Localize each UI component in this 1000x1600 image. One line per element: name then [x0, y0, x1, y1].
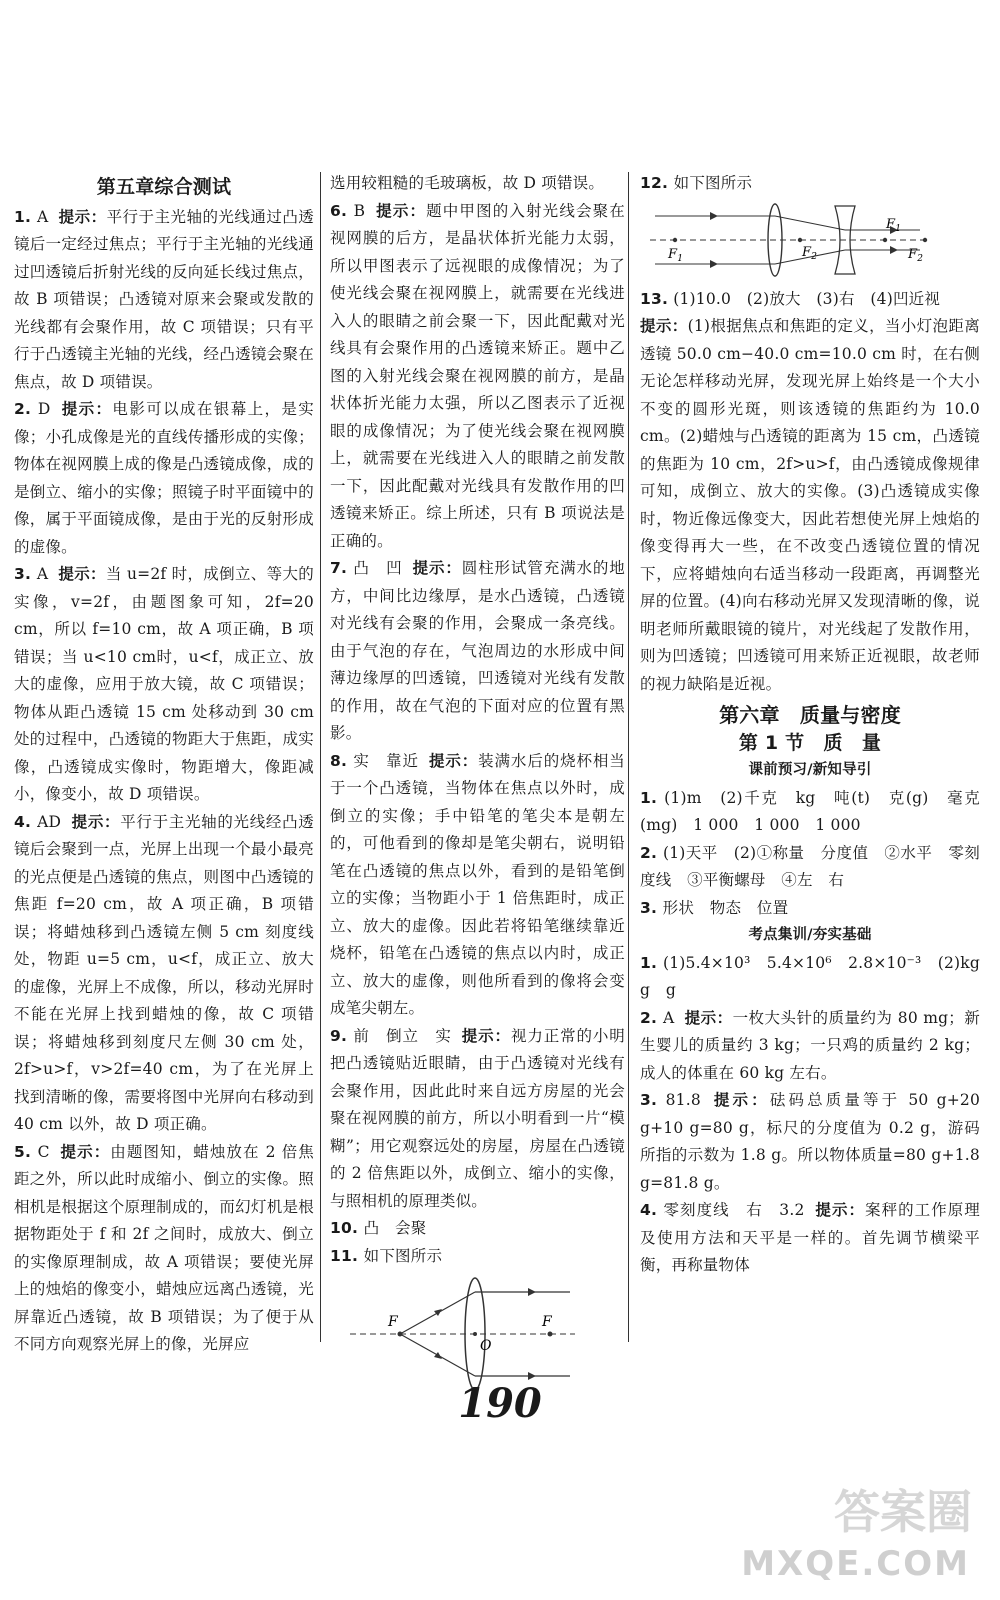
item-answer: A: [662, 1008, 675, 1027]
item-tip-label: 提示：: [412, 559, 462, 577]
item-text: 视力正常的小明把凸透镜贴近眼睛，由于凸透镜对光线有会聚作用，因此此时来自远方房屋的光会聚在视网膜的前方，所以小明看到一片“模糊”；用它观察远处的房屋，房屋在凸透镜的 2 倍焦距以外，成倒立、缩小的实像，与照相机的原理类似。: [330, 1026, 626, 1210]
item-text: 由题图知，蜡烛放在 2 倍焦距之外，所以此时成缩小、倒立的实像。照相机是根据这个原理制成的，而幻灯机是根据物距处于 f 和 2f 之间时，成放大、倒立的实像原理制成，故 A 项错误；要使光屏上的烛焰的像变小，蜡烛应远离凸透镜，光屏靠近凸透镜，故 B 项错误；为了便于从不同方向观察光屏上的像，光屏应: [14, 1142, 314, 1353]
svg-text:F1: $F_1$: [668, 246, 684, 264]
item-tip-label: 提示：: [428, 751, 479, 770]
item-tip-label: 提示：: [461, 1026, 511, 1045]
item-number: 3.: [640, 1091, 666, 1109]
label-f-right: F: [542, 1314, 552, 1330]
preview-items: [640, 785, 980, 923]
arrow-12-b: [710, 260, 718, 268]
item-number: 10.: [330, 1219, 364, 1237]
item-text: 一枚大头针的质量约为 80 mg；新生婴儿的质量约 3 kg；一只鸡的质量约 2 kg；成人的体重在 60 kg 左右。: [640, 1008, 980, 1082]
column-divider-2: [628, 172, 629, 1342]
item-text: (1)5.4×10³ 5.4×10⁶ 2.8×10⁻³ (2)kg g g: [640, 953, 996, 999]
item-number: 1.: [640, 788, 665, 807]
watermark-logo: 答案圈: [834, 1485, 972, 1539]
preview-item: [640, 895, 980, 923]
basic-items: [640, 950, 996, 1280]
item-tip-label: 提示：: [58, 565, 106, 583]
item-text: 案秤的工作原理及使用方法和天平是一样的。首先调节横梁平衡，再称量物体: [640, 1201, 980, 1274]
item-answer: 实 靠近: [353, 751, 419, 770]
item-number: 8.: [330, 751, 354, 770]
col2-item: [330, 1243, 625, 1271]
item-text: 形状 物态 位置: [662, 898, 789, 917]
item-answer: 零刻度线 右 3.2: [663, 1201, 805, 1219]
focus-right: [548, 1332, 553, 1337]
col1-item: [14, 809, 314, 1139]
item-answer: 凸 会聚: [363, 1219, 427, 1237]
item-tip-label: 提示：: [814, 1201, 866, 1219]
item-number: 4.: [640, 1201, 664, 1219]
item-number: 2.: [640, 1008, 663, 1027]
item-tip-label: 提示：: [60, 400, 113, 418]
figure-11-convex-lens: [330, 1272, 590, 1392]
focus-left: [398, 1332, 403, 1337]
item-text: 当 u=2f 时，成倒立、等大的实像，v=2f，由题图象可知，2f=20 cm，所以 f=10 cm，故 A 项正确，B 项错误；当 u<10 cm时，u<f，成正立、放大的虚像，应用于放大镜，故 C 项错误；物体从距凸透镜 15 cm 处移动到 30 cm 处的过程中，凸透镜的物距大于焦距，成实像，凸透镜成实像时，物距增大，像距减小，像变小，故 D 项错误。: [14, 565, 315, 803]
column-1-items: [14, 204, 314, 1359]
basic-item: [640, 1005, 980, 1088]
item-answer: C: [37, 1142, 50, 1161]
arrow-upper: [528, 1288, 536, 1296]
focus-f2-mid: [798, 237, 802, 241]
item-number: 6.: [330, 201, 354, 220]
page-number: 190: [458, 1380, 542, 1427]
col1-item: [14, 204, 314, 397]
item-answer: A: [36, 565, 49, 583]
continuation-text: 选用较粗糙的毛玻璃板，故 D 项错误。: [330, 174, 605, 192]
item-text: 平行于主光轴的光线通过凸透镜后一定经过焦点；平行于主光轴的光线通过凹透镜后折射光线的反向延长线过焦点，故 B 项错误；凸透镜对原来会聚或发散的光线都有会聚作用，故 C 项错误；只有平行于凸透镜主光轴的光线，经凸透镜会聚在焦点，故 D 项错误。: [14, 207, 314, 391]
basic-item: [640, 950, 996, 1005]
item-tip-label: 提示：: [58, 207, 107, 226]
col2-item: [330, 555, 625, 748]
test-title: 第五章综合测试: [96, 176, 232, 198]
item-text: 电影可以成在银幕上，是实像；小孔成像是光的直线传播形成的实像；物体在视网膜上成的像是凸透镜成像，成的是倒立、缩小的实像；照镜子时平面镜中的像，属于平面镜成像，是由于光的反射形成的虚像。: [14, 400, 315, 556]
focus-f1-left: [673, 237, 677, 241]
item-answer: AD: [37, 812, 62, 831]
column-divider-1: [320, 172, 321, 1342]
item-answer: 前 倒立 实: [353, 1026, 452, 1045]
arrow-lower: [528, 1372, 536, 1380]
item-tip-label: 提示：: [684, 1008, 733, 1027]
item-number: 3.: [640, 898, 663, 917]
basic-item: [640, 1197, 980, 1280]
col2-item: [330, 1215, 625, 1243]
item-answer: D: [37, 400, 51, 418]
item-text: 圆柱形试管充满水的地方，中间比边缘厚，是水凸透镜，凸透镜对光线有会聚的作用，会聚成一条亮线。由于气泡的存在，气泡周边的水形成中间薄边缘厚的凹透镜，凹透镜对光线有发散的作用，故在气泡的下面对应的位置有黑影。: [330, 559, 625, 742]
item-number: 7.: [330, 559, 354, 577]
item-text: 如下图所示: [363, 1246, 443, 1265]
item-answer: A: [36, 207, 49, 226]
item-tip-label: 提示：: [710, 1091, 770, 1109]
watermark-site: MXQE.COM: [741, 1544, 970, 1584]
ray-conv-top: [775, 216, 845, 230]
chapter-6-title: 第六章 质量与密度: [719, 703, 901, 727]
preview-subtitle: 课前预习/新知导引: [748, 762, 872, 778]
arrow-12-a: [710, 212, 718, 220]
optical-center: [473, 1332, 477, 1336]
item-text: 如下图所示: [673, 174, 753, 192]
item-text: (1)天平 (2)①称量 分度值 ②水平 零刻度线 ③平衡螺母 ④左 右: [640, 843, 980, 889]
item-number: 1.: [640, 953, 663, 972]
item-number: 9.: [330, 1026, 354, 1045]
item-number: 1.: [14, 207, 37, 226]
col2-item: [330, 748, 625, 1023]
item-number: 4.: [14, 812, 38, 831]
col1-item: [14, 561, 314, 809]
item-number: 12.: [640, 174, 674, 192]
item-text: 题中甲图的入射光线会聚在视网膜的后方，是晶状体折光能力太弱，所以甲图表示了远视眼的成像情况；为了使光线会聚在视网膜上，就需要在光线进入人的眼睛之前会聚一下，因此配戴对光线具有会聚作用的凸透镜来矫正。题中乙图的入射光线会聚在视网膜的前方，是晶状体折光能力太强，所以乙图表示了近视眼的成像情况；为了使光线会聚在视网膜上，就需要在光线进入人的眼睛之前发散一下，因此配戴对光线具有发散作用的凹透镜来矫正。综上所述，只有 B 项说法是正确的。: [330, 201, 625, 550]
svg-text:F2: $F_2$: [908, 246, 924, 264]
item-text: (1)m (2)千克 kg 吨(t) 克(g) 毫克(mg) 1 000 1 000 1 000: [640, 788, 981, 834]
col2-item: [330, 198, 625, 556]
item-text: 装满水后的烧杯相当于一个凸透镜，当物体在焦点以外时，成倒立的实像；手中铅笔的笔尖本是朝左的，可他看到的像却是笔尖朝右，说明铅笔在凸透镜的焦点以外，看到的是铅笔倒立的实像；当物距小于 1 倍焦距时，成正立、放大的虚像。因此若将铅笔继续靠近烧杯，铅笔在凸透镜的焦点以内时，成正立、放大的虚像，则他所看到的像将会变成笔尖朝左。: [330, 751, 625, 1017]
basic-subtitle: 考点集训/夯实基础: [748, 927, 872, 943]
figure-12-lens-combo: [640, 200, 940, 280]
section-1-title: 第 1 节 质 量: [738, 731, 882, 754]
column-2-items: [330, 198, 625, 1271]
basic-item: [640, 1087, 980, 1197]
column-3: [640, 170, 996, 1280]
item-number: 2.: [640, 843, 663, 862]
item-text: 砝码总质量等于 50 g+20 g+10 g=80 g，标尺的分度值为 0.2 g，游码所指的示数为 1.8 g。所以物体质量=80 g+1.8 g=81.8 g。: [640, 1091, 981, 1192]
item-text: 平行于主光轴的光线经凸透镜后会聚到一点，光屏上出现一个最小最亮的光点便是凸透镜的焦点，则图中凸透镜的焦距 f=20 cm，故 A 项正确，B 项错误；将蜡烛移到凸透镜左侧 5 cm 刻度线处，物距 u=5 cm，u<f，成正立、放大的虚像，光屏上不成像，所以，移动光屏时不能在光屏上找到蜡烛的像，故 C 项错误；将蜡烛移到刻度尺左侧 30 cm 处，2f>u>f，v>2f=40 cm，为了在光屏上找到清晰的像，需要将图中光屏向右移动到 40 cm 以外，故 D 项正确。: [14, 812, 314, 1133]
preview-item: [640, 785, 980, 840]
item-tip-label: 提示：: [71, 812, 121, 831]
item-number: 2.: [14, 400, 38, 418]
col2-item: [330, 1023, 625, 1216]
item-number: 5.: [14, 1142, 38, 1161]
item-number: 3.: [14, 565, 37, 583]
column-2: [330, 170, 625, 1398]
label-o: O: [480, 1338, 492, 1354]
column-3-top-items: [640, 170, 980, 198]
col1-item: [14, 1139, 314, 1359]
preview-item: [640, 840, 980, 895]
col1-item: [14, 396, 314, 561]
item-number: 11.: [330, 1246, 364, 1265]
item-13: 13. (1)10.0 (2)放大 (3)右 (4)凹近视: [640, 289, 941, 308]
label-f-left: F: [388, 1314, 398, 1330]
item-tip-label: 提示：: [375, 201, 427, 220]
item-answer: B: [353, 201, 366, 220]
focus-f2-right: [923, 237, 927, 241]
column-1: [14, 170, 314, 1359]
focus-f1-right: [883, 237, 887, 241]
item-answer: 凸 凹: [353, 559, 403, 577]
col3-top-item: [640, 170, 980, 198]
arrow-12-d: [890, 246, 898, 254]
svg-text:F1: $F_1$: [886, 216, 902, 234]
item-13-tip: 提示：(1)根据焦点和焦距的定义，当小灯泡距离透镜 50.0 cm−40.0 cm=10.0 cm 时，在右侧无论怎样移动光屏，发现光屏上始终是一个大小不变的圆形光斑，则该透镜的焦距约为 10.0 cm。(2)蜡烛与凸透镜的距离为 15 cm，凸透镜的焦距为 10 cm，2f>u>f，由凸透镜成像规律可知，成倒立、放大的实像。(3)凸透镜成实像时，物近像远像变大，因此若想使光屏上烛焰的像变得再大一些，在不改变凸透镜位置的情况下，应将蜡烛向右适当移动一段距离，再调整光屏的位置。(4)向右移动光屏又发现清晰的像，说明老师所戴眼镜的镜片，对光线起了发散作用，则为凹透镜；凹透镜可用来矫正近视眼，故老师的视力缺陷是近视。: [640, 317, 980, 693]
item-answer: 81.8: [665, 1091, 701, 1109]
item-tip-label: 提示：: [59, 1142, 111, 1161]
svg-text:F2: $F_2$: [802, 244, 818, 262]
